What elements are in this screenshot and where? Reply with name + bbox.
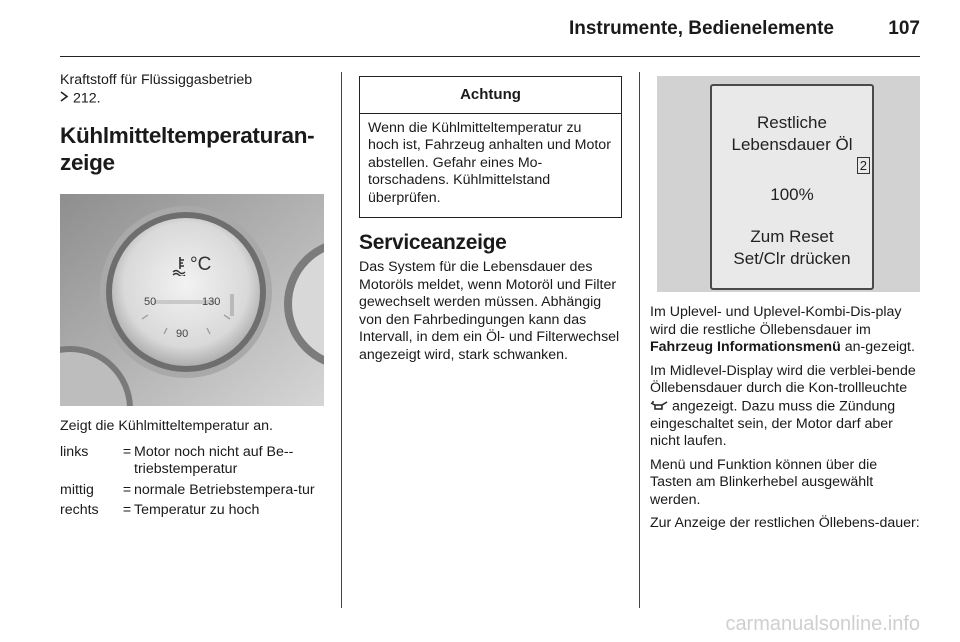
- column-divider-2: [639, 72, 640, 608]
- display-percent: 100%: [770, 185, 814, 204]
- warning-text: Wenn die Kühlmitteltemperatur zu hoch ist, Fahrzeug anhalten und Motor abstellen. Gefahr eines Mo-torschadens. Kühlmittelstand überprüfen.: [368, 119, 611, 206]
- coolant-temperature-icon: [172, 256, 188, 281]
- section-heading-coolant: Kühlmitteltemperaturan- zeige: [60, 122, 315, 175]
- warning-title: Achtung: [360, 77, 621, 114]
- column-1: [60, 72, 324, 176]
- column-divider-1: [341, 72, 342, 608]
- page-title: Instrumente, Bedienelemente: [568, 18, 834, 39]
- column-3: [650, 304, 922, 539]
- watermark: carmanualsonline.info: [725, 613, 920, 635]
- page-reference-link[interactable]: 212.: [72, 90, 101, 106]
- display-line-1: Restliche: [757, 113, 827, 132]
- menu-name: Fahrzeug Informationsmenü: [650, 339, 841, 355]
- paragraph-menu: Menü und Funktion können über die Tasten am Blinkerhebel ausgewählt werden.: [650, 456, 878, 508]
- page-number: 107: [888, 18, 920, 39]
- section-heading-service: Serviceanzeige: [359, 231, 507, 254]
- paragraph-midlevel: Im Midlevel-Display wird die verblei-bende Öllebensdauer durch die Kon-trollleuchte angezeigt. Dazu muss die Zündung eingeschaltet sein, der Motor darf aber nicht laufen.: [650, 362, 916, 449]
- page-header: [60, 14, 920, 54]
- intro-text: Kraftstoff für Flüssiggasbetrieb 212.: [60, 72, 253, 106]
- column-2: [359, 76, 622, 370]
- display-line-2: Lebensdauer Öl: [731, 135, 853, 154]
- gauge-caption: Zeigt die Kühlmitteltemperatur an.: [60, 418, 273, 434]
- gauge-scale-low: 50: [144, 296, 157, 308]
- paragraph-display: Zur Anzeige der restlichen Öllebens-dauer:: [650, 515, 920, 531]
- definition-row: rechts = Temperatur zu hoch: [60, 502, 260, 518]
- service-text: Das System für die Lebensdauer des Motoröls meldet, wenn Motoröl und Filter gewechselt werden müssen. Abhängig von den Fahrbedingungen kann das Intervall, in dem ein Öl- und Filterwechsel angezeigt wird, stark schwanken.: [359, 259, 620, 363]
- definition-list: [60, 444, 326, 520]
- header-rule: [60, 56, 920, 57]
- arrow-ref-icon: [60, 90, 69, 108]
- oil-life-display: [710, 84, 874, 290]
- display-line-4: Zum Reset: [750, 227, 834, 246]
- display-page-badge: 2: [857, 157, 870, 174]
- definition-row: links = Motor noch nicht auf Be-triebstemperatur: [60, 443, 294, 477]
- oil-can-icon: [650, 398, 668, 416]
- warning-box: [359, 76, 622, 218]
- gauge-scale-mid: 90: [176, 328, 189, 340]
- coolant-gauge-figure: [60, 194, 324, 406]
- column-1-lower: [60, 418, 326, 523]
- gauge-unit-label: °C: [190, 254, 212, 275]
- paragraph-uplevel: Im Uplevel- und Uplevel-Kombi-Dis-play wird die restliche Öllebensdauer im Fahrzeug Informationsmenü an-gezeigt.: [650, 304, 915, 355]
- display-line-5: Set/Clr drücken: [733, 249, 851, 268]
- definition-row: mittig = normale Betriebstempera-tur: [60, 481, 315, 498]
- gauge-scale-high: 130: [202, 296, 221, 308]
